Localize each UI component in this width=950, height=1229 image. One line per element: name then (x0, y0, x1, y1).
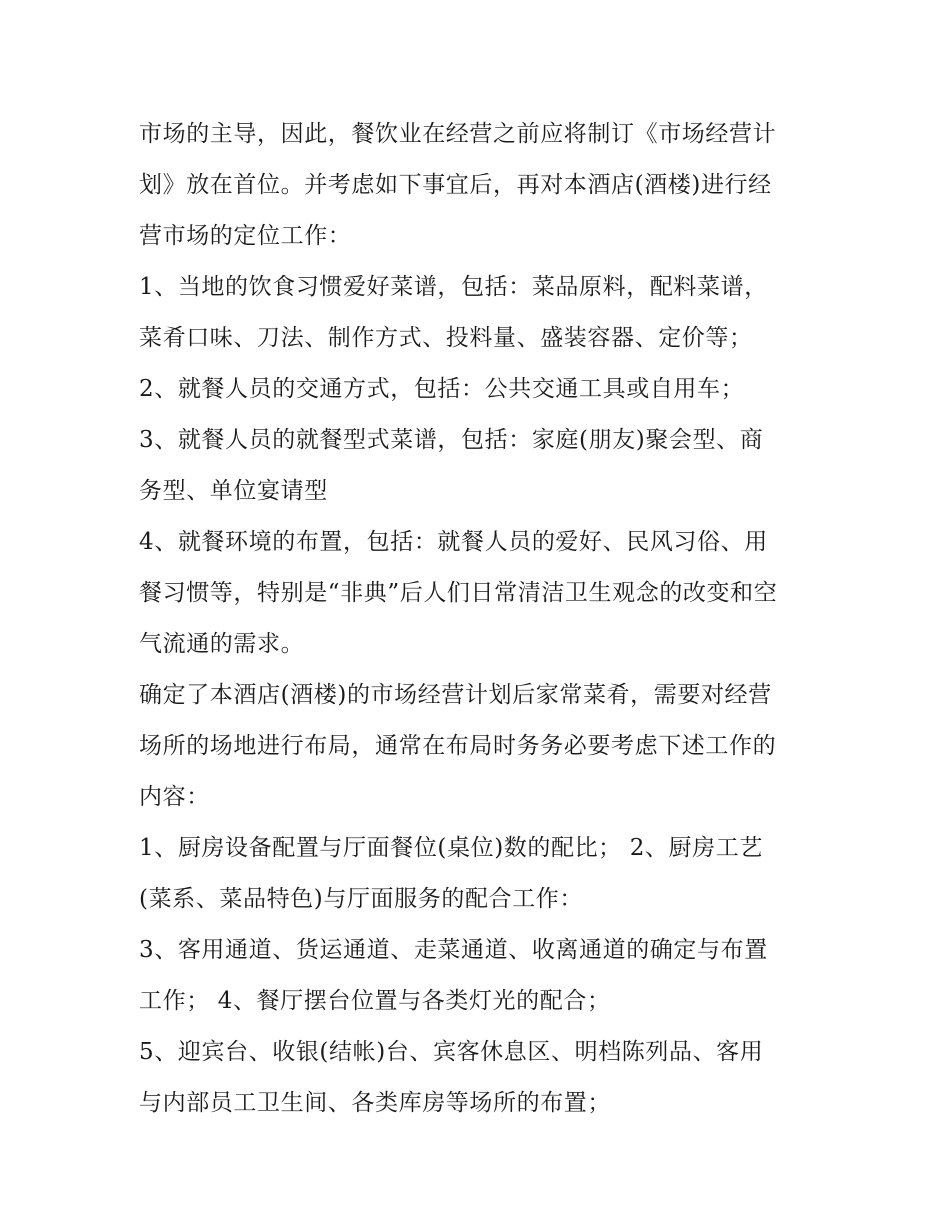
text-line: (菜系、菜品特色)与厅面服务的配合工作： (139, 886, 583, 912)
text-line: 菜肴口味、刀法、制作方式、投料量、盛装容器、定价等； (139, 325, 753, 351)
text-line: 内容： (139, 784, 210, 810)
text-line: 营市场的定位工作： (139, 223, 352, 249)
text-line: 划》放在首位。并考虑如下事宜后，再对本酒店(酒楼)进行经 (139, 172, 772, 198)
text-line: 务型、单位宴请型 (139, 478, 328, 504)
text-line: 4、就餐环境的布置，包括：就餐人员的爱好、民风习俗、用 (139, 529, 768, 555)
text-line: 气流通的需求。 (139, 631, 305, 657)
text-line: 1、厨房设备配置与厅面餐位(桌位)数的配比； 2、厨房工艺 (139, 835, 763, 861)
text-line: 3、客用通道、货运通道、走菜通道、收离通道的确定与布置 (139, 937, 768, 963)
text-line: 场所的场地进行布局，通常在布局时务务必要考虑下述工作的 (139, 733, 777, 759)
text-line: 1、当地的饮食习惯爱好菜谱，包括：菜品原料，配料菜谱， (139, 274, 768, 300)
text-line: 工作； 4、餐厅摆台位置与各类灯光的配合； (139, 988, 611, 1014)
text-line: 确定了本酒店(酒楼)的市场经营计划后家常菜肴，需要对经营 (139, 682, 772, 708)
text-line: 市场的主导，因此，餐饮业在经营之前应将制订《市场经营计 (139, 121, 777, 147)
text-line: 与内部员工卫生间、各类库房等场所的布置； (139, 1090, 611, 1116)
text-line: 餐习惯等，特别是“非典”后人们日常清洁卫生观念的改变和空 (139, 580, 778, 606)
document-body (139, 109, 819, 1129)
text-line: 2、就餐人员的交通方式，包括：公共交通工具或自用车； (139, 376, 745, 402)
text-line: 5、迎宾台、收银(结帐)台、宾客休息区、明档陈列品、客用 (139, 1039, 764, 1065)
text-line: 3、就餐人员的就餐型式菜谱，包括：家庭(朋友)聚会型、商 (139, 427, 764, 453)
